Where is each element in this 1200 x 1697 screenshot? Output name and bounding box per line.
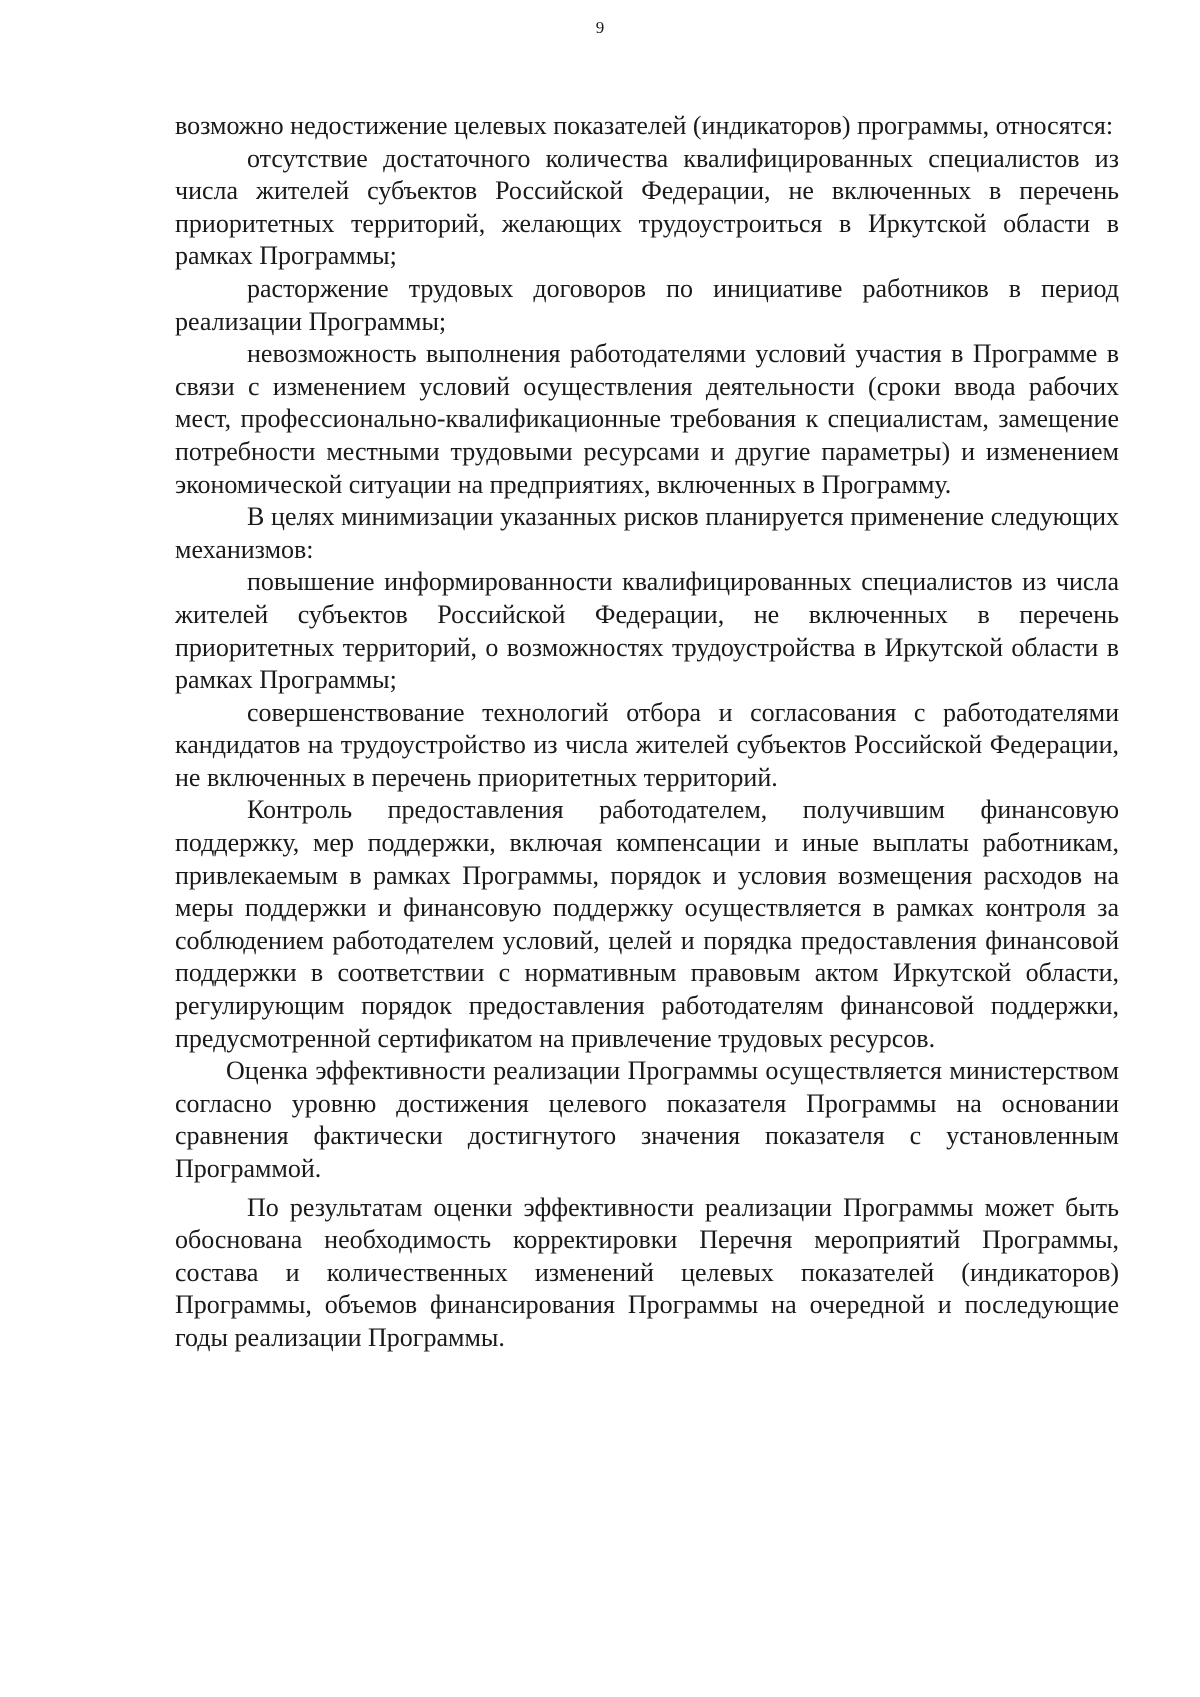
paragraph-control: Контроль предоставления работодателем, получившим финансовую поддержку, мер поддержки, включая компенсации и иные выплаты работникам, привлекаемым в рамках Программы, порядок и условия возмещения расходов на меры поддержки и финансовую поддержку осуществляется в рамках контроля за соблюдением работодателем условий, целей и порядка предоставления финансовой поддержки в соответствии с нормативным правовым актом Иркутской области, регулирующим порядок предоставления работодателям финансовой поддержки, предусмотренной сертификатом на привлечение трудовых ресурсов.	[175, 795, 1119, 1053]
paragraph-risk-employers: невозможность выполнения работодателями условий участия в Программе в связи с изменением условий осуществления деятельности (сроки ввода рабочих мест, профессионально-квалификационные требования к специалистам, замещение потребности местными трудовыми ресурсами и другие параметры) и изменением экономической ситуации на предприятиях, включенных в Программу.	[175, 339, 1119, 499]
paragraph-adjustment: По результатам оценки эффективности реализации Программы может быть обоснована необходимость корректировки Перечня мероприятий Программы, состава и количественных изменений целевых показателей (индикаторов) Программы, объемов финансирования Программы на очередной и последующие годы реализации Программы.	[175, 1192, 1119, 1352]
paragraph-risks-intro: возможно недостижение целевых показателей (индикаторов) программы, относятся:	[175, 111, 1114, 140]
paragraph-mitigation-awareness: повышение информированности квалифицированных специалистов из числа жителей субъектов Российской Федерации, не включенных в перечень приоритетных территорий, о возможностях трудоустройства в Иркутской области в рамках Программы;	[175, 567, 1119, 695]
paragraph-mitigation-intro: В целях минимизации указанных рисков планируется применение следующих механизмов:	[175, 502, 1119, 564]
paragraph-mitigation-selection: совершенствование технологий отбора и согласования с работодателями кандидатов на трудоустройство из числа жителей субъектов Российской Федерации, не включенных в перечень приоритетных территорий.	[175, 697, 1119, 792]
page-number: 9	[595, 18, 605, 37]
paragraph-risk-specialists: отсутствие достаточного количества квалифицированных специалистов из числа жителей субъектов Российской Федерации, не включенных в перечень приоритетных территорий, желающих трудоустроиться в Иркутской области в рамках Программы;	[175, 143, 1119, 271]
document-body	[175, 110, 1119, 1355]
paragraph-evaluation: Оценка эффективности реализации Программы осуществляется министерством согласно уровню достижения целевого показателя Программы на основании сравнения фактически достигнутого значения показателя с установленным Программой.	[175, 1056, 1119, 1183]
paragraph-risk-contracts: расторжение трудовых договоров по инициативе работников в период реализации Программы;	[175, 273, 1119, 336]
